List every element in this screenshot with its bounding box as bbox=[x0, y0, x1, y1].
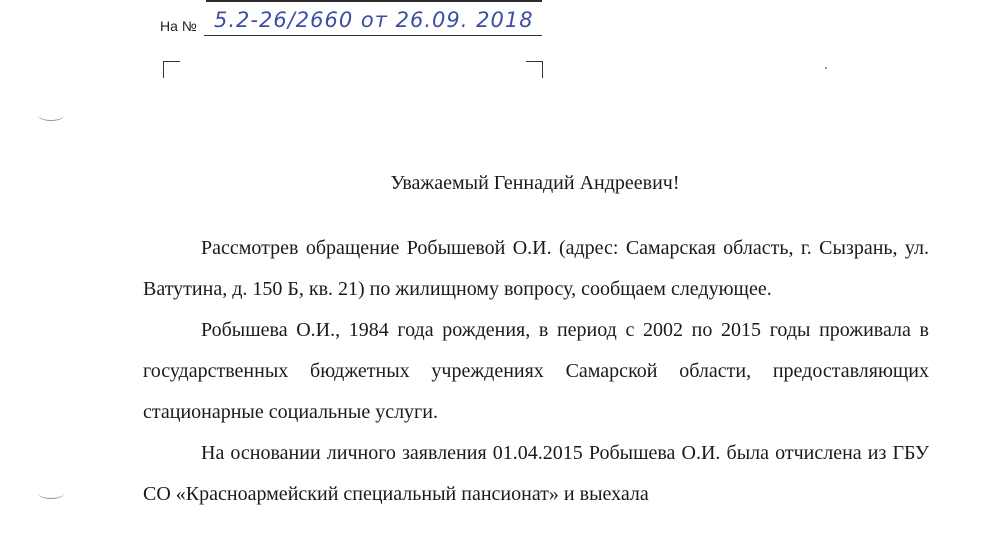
reference-handwritten-number: 5.2-26/2660 от 26.09. 2018 bbox=[214, 8, 534, 32]
paragraph-3: На основании личного заявления 01.04.2015 Робышева О.И. была отчислена из ГБУ СО «Красноармейский специальный пансионат» и выехала bbox=[143, 442, 929, 505]
address-corner-left bbox=[163, 61, 180, 78]
reference-line bbox=[160, 10, 550, 40]
paper-speck bbox=[825, 67, 827, 69]
punch-hole-mark bbox=[38, 488, 64, 499]
paragraph-1: Рассмотрев обращение Робышевой О.И. (адрес: Самарская область, г. Сызрань, ул. Ватутина, д. 150 Б, кв. 21) по жилищному вопросу, сообщаем следующее. bbox=[143, 237, 929, 300]
reference-underline bbox=[204, 35, 542, 36]
reference-label: На № bbox=[160, 18, 197, 34]
punch-hole-mark bbox=[38, 110, 64, 121]
top-rule-line bbox=[206, 0, 542, 2]
paragraph-2: Робышева О.И., 1984 года рождения, в период с 2002 по 2015 годы проживала в государственных бюджетных учреждениях Самарской области, предоставляющих стационарные социальные услуги. bbox=[143, 319, 929, 423]
letter-body bbox=[143, 228, 929, 515]
salutation: Уважаемый Геннадий Андреевич! bbox=[390, 172, 680, 194]
address-corner-right bbox=[526, 61, 543, 78]
